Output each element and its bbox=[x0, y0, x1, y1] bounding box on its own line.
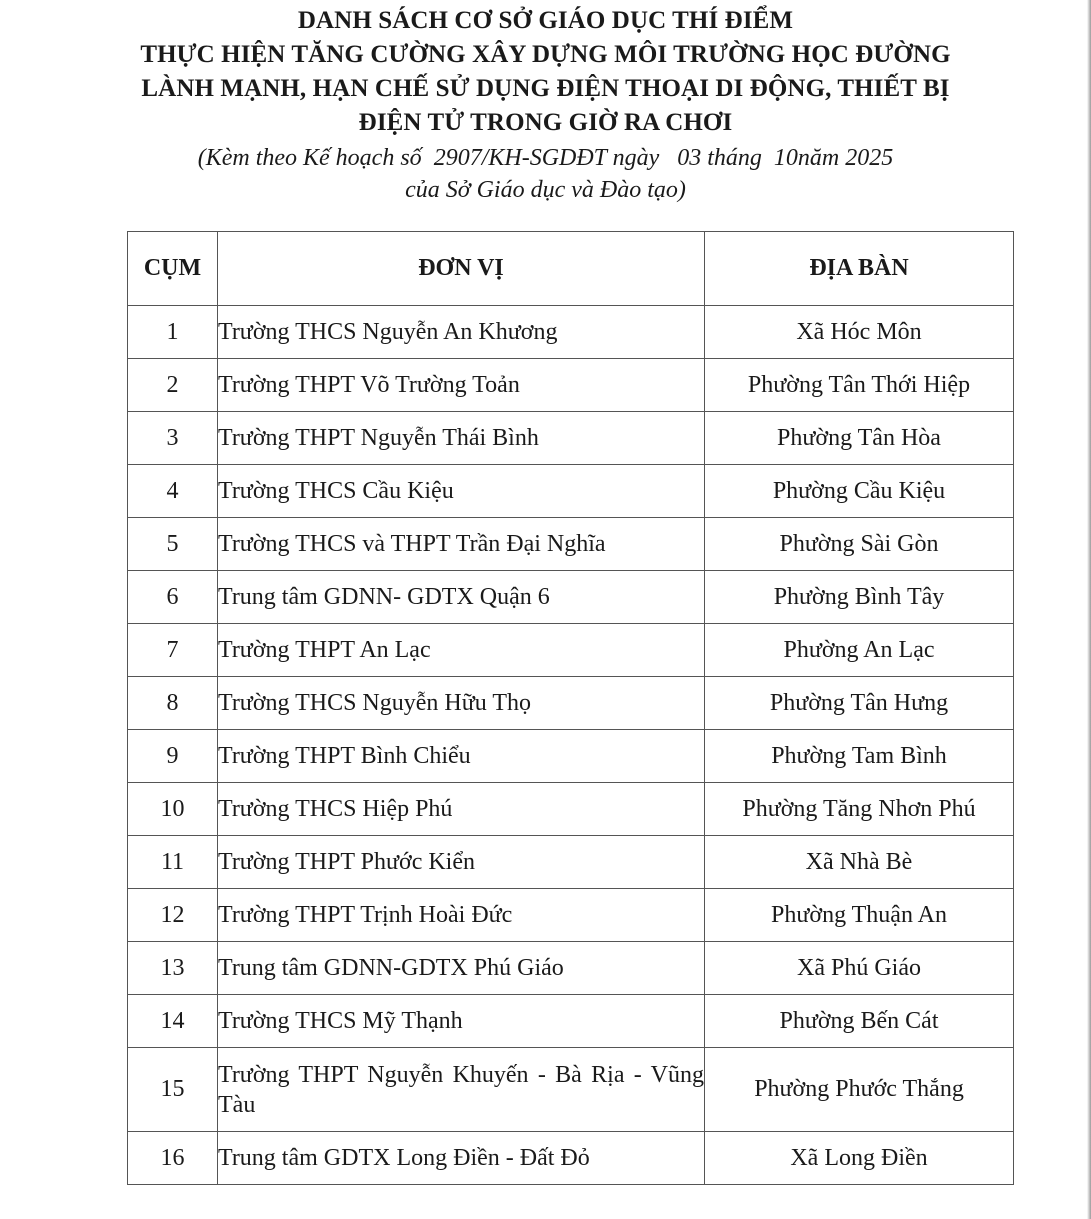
cluster-number: 9 bbox=[128, 730, 218, 783]
plan-day: 03 bbox=[677, 145, 702, 171]
header-area: ĐỊA BÀN bbox=[705, 232, 1014, 306]
table-row bbox=[128, 889, 1014, 942]
table-row bbox=[128, 412, 1014, 465]
unit-name: Trường THCS Cầu Kiệu bbox=[218, 465, 705, 518]
unit-name: Trường THCS và THPT Trần Đại Nghĩa bbox=[218, 518, 705, 571]
unit-name: Trung tâm GDNN- GDTX Quận 6 bbox=[218, 571, 705, 624]
pilot-schools-table bbox=[127, 231, 1014, 1185]
unit-name: Trường THPT Nguyễn Khuyến - Bà Rịa - Vũng Tàu bbox=[218, 1048, 705, 1132]
plan-reference-suffix: /KH-SGDĐT ngày bbox=[481, 145, 660, 171]
table-row bbox=[128, 783, 1014, 836]
table-row bbox=[128, 571, 1014, 624]
cluster-number: 6 bbox=[128, 571, 218, 624]
unit-name: Trường THPT Võ Trường Toản bbox=[218, 359, 705, 412]
table-row bbox=[128, 942, 1014, 995]
cluster-number: 3 bbox=[128, 412, 218, 465]
unit-name: Trường THPT An Lạc bbox=[218, 624, 705, 677]
area-name: Phường Sài Gòn bbox=[705, 518, 1014, 571]
table-row bbox=[128, 836, 1014, 889]
title-line-1: DANH SÁCH CƠ SỞ GIÁO DỤC THÍ ĐIỂM bbox=[297, 7, 794, 34]
unit-name: Trường THPT Nguyễn Thái Bình bbox=[218, 412, 705, 465]
cluster-number: 2 bbox=[128, 359, 218, 412]
area-name: Phường Tân Thới Hiệp bbox=[705, 359, 1014, 412]
table-row bbox=[128, 518, 1014, 571]
month-word: tháng bbox=[707, 145, 762, 171]
cluster-number: 16 bbox=[128, 1132, 218, 1185]
area-name: Phường Bến Cát bbox=[705, 995, 1014, 1048]
unit-name: Trung tâm GDTX Long Điền - Đất Đỏ bbox=[218, 1132, 705, 1185]
area-name: Xã Hóc Môn bbox=[705, 306, 1014, 359]
area-name: Phường Tăng Nhơn Phú bbox=[705, 783, 1014, 836]
cluster-number: 7 bbox=[128, 624, 218, 677]
title-line-2: THỰC HIỆN TĂNG CƯỜNG XÂY DỰNG MÔI TRƯỜNG HỌC ĐƯỜNG bbox=[140, 41, 951, 68]
cluster-number: 15 bbox=[128, 1048, 218, 1132]
area-name: Xã Phú Giáo bbox=[705, 942, 1014, 995]
table-header-row bbox=[128, 232, 1014, 306]
table-row bbox=[128, 730, 1014, 783]
cluster-number: 11 bbox=[128, 836, 218, 889]
table-row bbox=[128, 1048, 1014, 1132]
table-row bbox=[128, 624, 1014, 677]
cluster-number: 10 bbox=[128, 783, 218, 836]
unit-name: Trường THPT Phước Kiển bbox=[218, 836, 705, 889]
table-row bbox=[128, 465, 1014, 518]
plan-month: 10 bbox=[773, 145, 798, 171]
unit-name: Trường THCS Nguyễn Hữu Thọ bbox=[218, 677, 705, 730]
unit-name: Trường THPT Trịnh Hoài Đức bbox=[218, 889, 705, 942]
header-cluster: CỤM bbox=[128, 232, 218, 306]
area-name: Xã Nhà Bè bbox=[705, 836, 1014, 889]
plan-reference-line bbox=[0, 142, 1091, 174]
table-row bbox=[128, 995, 1014, 1048]
area-name: Phường Tân Hưng bbox=[705, 677, 1014, 730]
unit-name: Trường THPT Bình Chiểu bbox=[218, 730, 705, 783]
cluster-number: 14 bbox=[128, 995, 218, 1048]
title-line-3: LÀNH MẠNH, HẠN CHẾ SỬ DỤNG ĐIỆN THOẠI DI ĐỘNG, THIẾT BỊ bbox=[141, 75, 950, 102]
unit-name: Trường THCS Nguyễn An Khương bbox=[218, 306, 705, 359]
title-line-4: ĐIỆN TỬ TRONG GIỜ RA CHƠI bbox=[358, 109, 733, 136]
issuer-line: của Sở Giáo dục và Đào tạo) bbox=[405, 177, 686, 203]
unit-name: Trường THCS Hiệp Phú bbox=[218, 783, 705, 836]
plan-number: 2907 bbox=[433, 145, 482, 171]
unit-name: Trung tâm GDNN-GDTX Phú Giáo bbox=[218, 942, 705, 995]
area-name: Phường Cầu Kiệu bbox=[705, 465, 1014, 518]
document-header bbox=[0, 4, 1091, 206]
unit-name: Trường THCS Mỹ Thạnh bbox=[218, 995, 705, 1048]
area-name: Phường Tân Hòa bbox=[705, 412, 1014, 465]
cluster-number: 4 bbox=[128, 465, 218, 518]
plan-reference-prefix: (Kèm theo Kế hoạch số bbox=[197, 145, 422, 171]
cluster-number: 8 bbox=[128, 677, 218, 730]
table-row bbox=[128, 677, 1014, 730]
cluster-number: 1 bbox=[128, 306, 218, 359]
plan-year: năm 2025 bbox=[797, 145, 894, 171]
area-name: Phường Bình Tây bbox=[705, 571, 1014, 624]
area-name: Phường An Lạc bbox=[705, 624, 1014, 677]
area-name: Xã Long Điền bbox=[705, 1132, 1014, 1185]
header-unit: ĐƠN VỊ bbox=[218, 232, 705, 306]
table-row bbox=[128, 359, 1014, 412]
cluster-number: 12 bbox=[128, 889, 218, 942]
area-name: Phường Tam Bình bbox=[705, 730, 1014, 783]
area-name: Phường Thuận An bbox=[705, 889, 1014, 942]
cluster-number: 13 bbox=[128, 942, 218, 995]
area-name: Phường Phước Thắng bbox=[705, 1048, 1014, 1132]
table-row bbox=[128, 306, 1014, 359]
table-row bbox=[128, 1132, 1014, 1185]
cluster-number: 5 bbox=[128, 518, 218, 571]
